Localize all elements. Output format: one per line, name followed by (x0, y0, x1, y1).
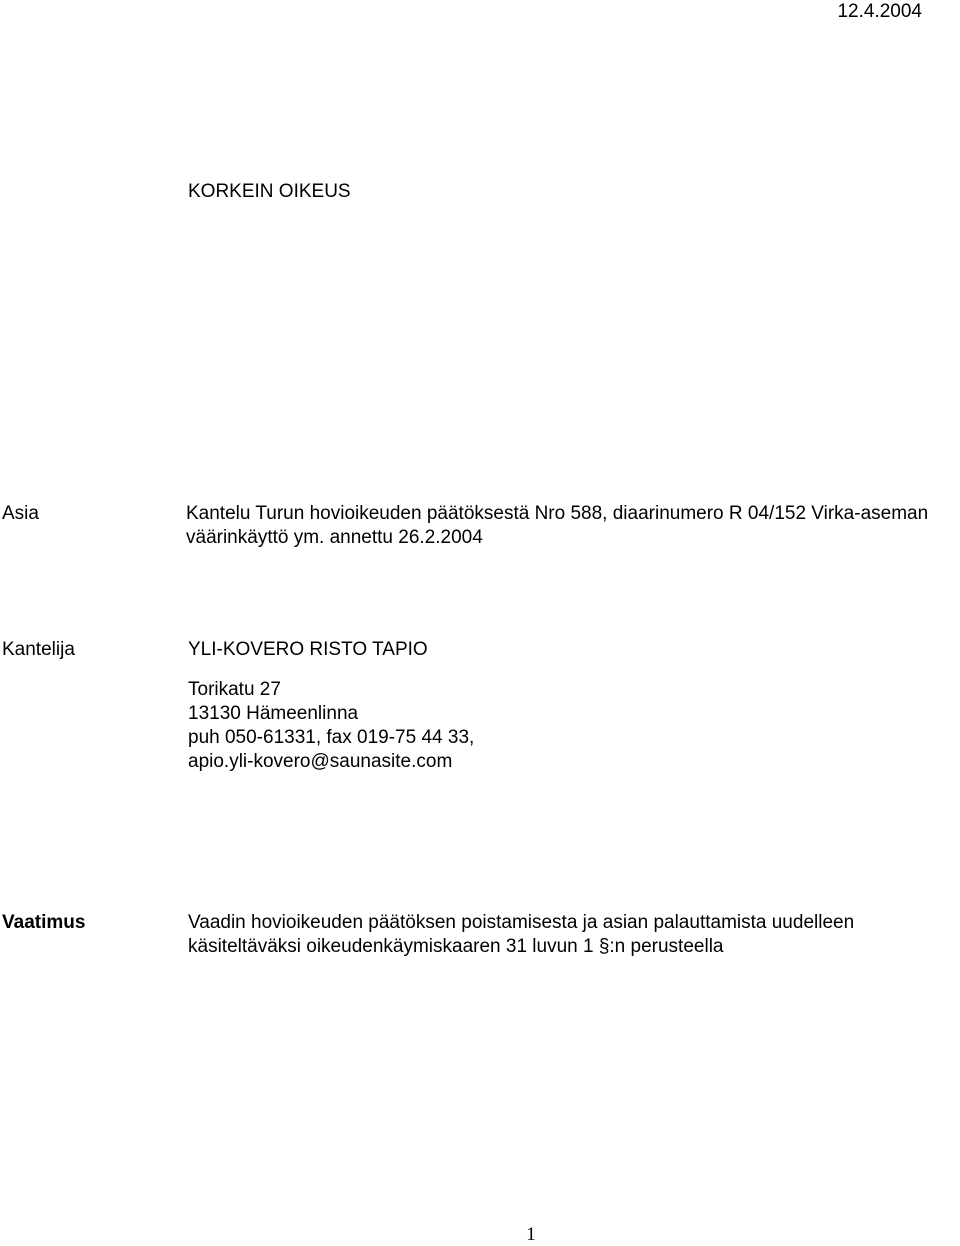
kantelija-details (188, 638, 474, 774)
email-address: apio.yli-kovero@saunasite.com (188, 751, 453, 772)
asia-text (186, 502, 928, 550)
asia-line-2: väärinkäyttö ym. annettu 26.2.2004 (186, 527, 483, 548)
asia-label: Asia (2, 503, 39, 524)
address-line-2: 13130 Hämeenlinna (188, 703, 359, 724)
document-date: 12.4.2004 (837, 1, 922, 22)
vaatimus-line-2: käsiteltäväksi oikeudenkäymiskaaren 31 luvun 1 §:n perusteella (188, 936, 724, 957)
asia-line-1: Kantelu Turun hovioikeuden päätöksestä Nro 588, diaarinumero R 04/152 Virka-aseman (186, 503, 929, 524)
vaatimus-line-1: Vaadin hovioikeuden päätöksen poistamisesta ja asian palauttamista uudelleen (188, 912, 855, 933)
vaatimus-label: Vaatimus (2, 912, 86, 933)
vaatimus-text (188, 911, 854, 959)
kantelija-label: Kantelija (2, 639, 75, 660)
address-line-3: puh 050-61331, fax 019-75 44 33, (188, 727, 475, 748)
court-name: KORKEIN OIKEUS (188, 181, 351, 202)
address-line-1: Torikatu 27 (188, 679, 281, 700)
page-number: 1 (526, 1224, 536, 1245)
kantelija-name: YLI-KOVERO RISTO TAPIO (188, 639, 428, 660)
